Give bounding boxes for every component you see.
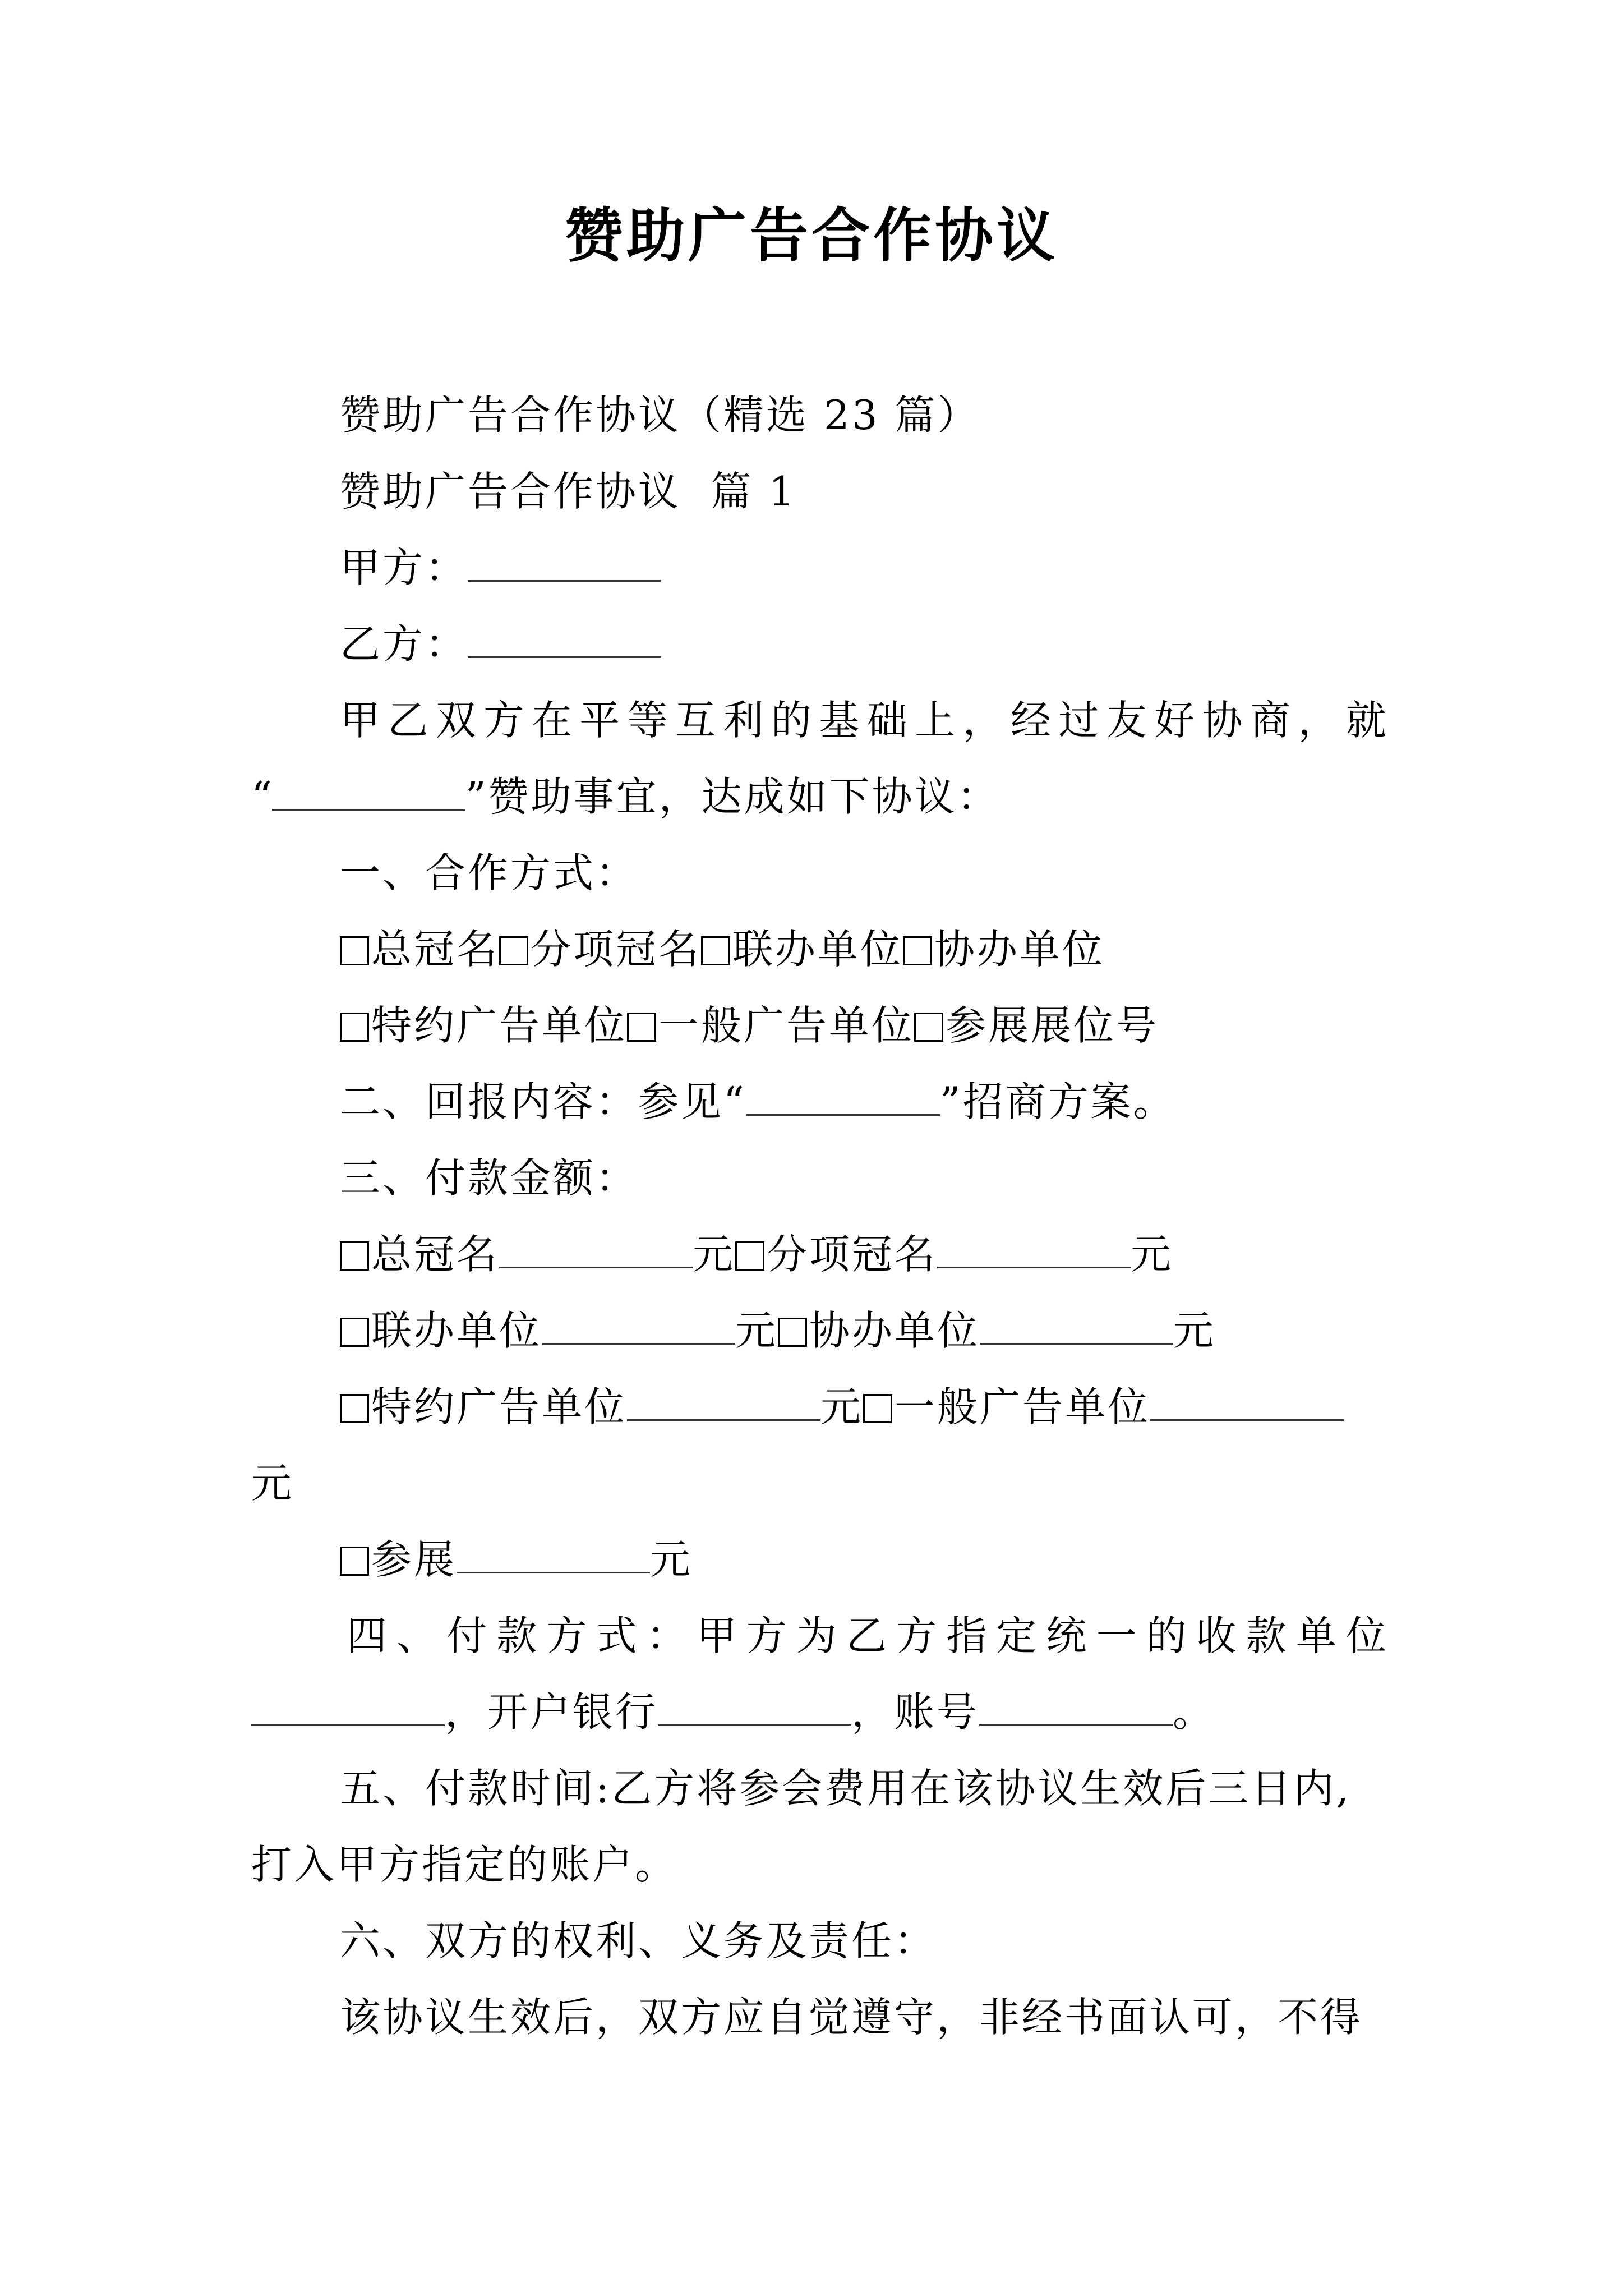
option-label: 分项冠名 — [531, 926, 702, 973]
amount-label: 一般广告单位 — [895, 1383, 1151, 1430]
subtitle — [251, 377, 1389, 453]
checkbox-icon — [499, 936, 528, 965]
amount-label: 协办单位 — [809, 1307, 980, 1354]
checkbox-icon — [903, 936, 932, 965]
section-6-text-1: 该协议生效后，双方应自觉遵守，非经书面认可，不得 — [340, 1994, 1363, 2041]
party-b-blank — [468, 623, 661, 658]
party-a-line — [251, 530, 1389, 606]
option-label: 参展展位号 — [946, 1002, 1159, 1049]
checkbox-icon — [701, 936, 730, 965]
option-label: 一般广告单位 — [658, 1002, 915, 1049]
checkbox-icon — [778, 1318, 807, 1347]
section-3-row-4 — [251, 1521, 1389, 1598]
section-4-text-1: 四、付款方式：甲方为乙方指定统一的收款单位 — [347, 1612, 1389, 1659]
checkbox-icon — [735, 1241, 764, 1271]
party-a-label: 甲方： — [340, 544, 468, 591]
section-3-row-3 — [251, 1369, 1389, 1445]
amount-blank — [499, 1233, 693, 1268]
section-1-heading-text: 一、合作方式： — [340, 849, 639, 896]
section-4-line-1 — [251, 1598, 1389, 1674]
currency-unit: 元 — [820, 1383, 864, 1430]
amount-label: 联办单位 — [371, 1307, 542, 1354]
payee-blank — [251, 1691, 445, 1726]
checkbox-icon — [863, 1394, 892, 1423]
section-3-heading — [251, 1140, 1389, 1216]
party-a-blank — [468, 546, 661, 582]
amount-label: 参展 — [371, 1536, 457, 1583]
checkbox-icon — [340, 1318, 369, 1347]
section-5-line-2 — [251, 1826, 1389, 1903]
document-title: 赞助广告合作协议 — [564, 201, 1058, 270]
event-name-blank — [272, 775, 465, 811]
intro-text-2: ”赞助事宜，达成如下协议： — [465, 773, 1000, 820]
article-heading — [251, 453, 1389, 530]
checkbox-icon — [340, 1241, 369, 1271]
currency-unit: 元 — [650, 1536, 693, 1583]
amount-label: 分项冠名 — [767, 1231, 938, 1278]
section-5-line-1 — [251, 1750, 1389, 1826]
amount-blank — [627, 1386, 820, 1421]
section-3-row-2 — [251, 1292, 1389, 1369]
amount-blank — [1150, 1386, 1344, 1421]
account-blank — [979, 1691, 1173, 1726]
section-3-row-3-cont — [251, 1445, 1389, 1521]
currency-unit: 元 — [1131, 1231, 1174, 1278]
option-label: 特约广告单位 — [371, 1002, 628, 1049]
section-5-text-1: 五、付款时间:乙方将参会费用在该协议生效后三日内, — [340, 1765, 1352, 1812]
intro-open-quote: “ — [251, 773, 272, 820]
party-b-line — [251, 606, 1389, 682]
article-heading-text: 赞助广告合作协议 篇 1 — [340, 468, 797, 515]
currency-unit: 元 — [251, 1460, 294, 1507]
section-5-text-2: 打入甲方指定的账户。 — [251, 1841, 678, 1888]
amount-label: 总冠名 — [371, 1231, 500, 1278]
bank-label: ，开户银行 — [445, 1688, 658, 1736]
section-1-options-row-2 — [251, 987, 1389, 1064]
section-2-text-pre: 二、回报内容：参见“ — [340, 1078, 746, 1125]
section-3-row-1 — [251, 1216, 1389, 1292]
section-6-heading-text: 六、双方的权利、义务及责任： — [340, 1917, 937, 1964]
section-2-text-post: ”招商方案。 — [939, 1078, 1176, 1125]
section-4-end: 。 — [1173, 1688, 1216, 1736]
checkbox-icon — [340, 1394, 369, 1423]
section-3-heading-text: 三、付款金额： — [340, 1154, 639, 1202]
section-6-line-1 — [251, 1979, 1389, 2055]
currency-unit: 元 — [693, 1231, 736, 1278]
option-label: 联办单位 — [732, 926, 903, 973]
section-6-heading — [251, 1903, 1389, 1979]
plan-name-blank — [746, 1080, 940, 1116]
amount-blank — [937, 1233, 1131, 1268]
amount-label: 特约广告单位 — [371, 1383, 628, 1430]
currency-unit: 元 — [735, 1307, 778, 1354]
bank-blank — [658, 1691, 851, 1726]
checkbox-icon — [340, 1547, 369, 1576]
intro-line-1 — [251, 682, 1389, 758]
option-label: 协办单位 — [934, 926, 1105, 973]
checkbox-icon — [340, 936, 369, 965]
section-2-line — [251, 1064, 1389, 1140]
party-b-label: 乙方： — [340, 620, 468, 668]
subtitle-text: 赞助广告合作协议（精选 23 篇） — [340, 392, 980, 439]
intro-text-1: 甲乙双方在平等互利的基础上，经过友好协商，就 — [340, 697, 1389, 744]
currency-unit: 元 — [1173, 1307, 1216, 1354]
checkbox-icon — [340, 1013, 369, 1042]
amount-blank — [980, 1309, 1173, 1345]
option-label: 总冠名 — [371, 926, 500, 973]
document-body — [251, 377, 1389, 2055]
section-4-line-2 — [251, 1674, 1389, 1750]
intro-line-2 — [251, 758, 1389, 835]
checkbox-icon — [914, 1013, 943, 1042]
section-1-heading — [251, 835, 1389, 911]
amount-blank — [457, 1538, 650, 1573]
amount-blank — [542, 1309, 735, 1345]
checkbox-icon — [627, 1013, 656, 1042]
account-label: ，账号 — [851, 1688, 980, 1736]
section-1-options-row-1 — [251, 911, 1389, 987]
